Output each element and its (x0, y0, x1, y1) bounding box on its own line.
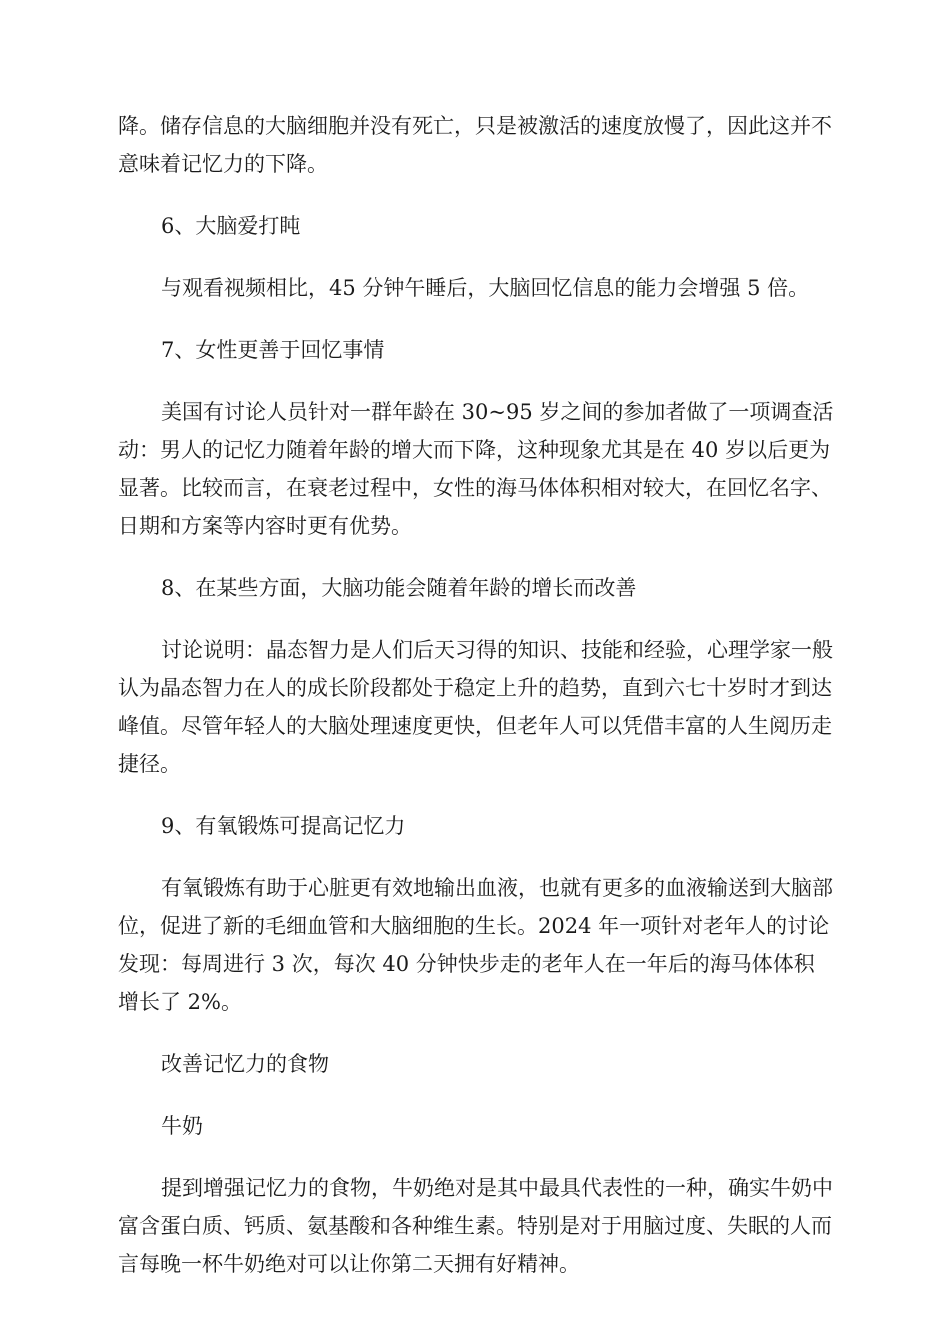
paragraph-crystallized-intelligence: 讨论说明：晶态智力是人们后天习得的知识、技能和经验，心理学家一般认为晶态智力在人的成长阶段都处于稳定上升的趋势，直到六七十岁时才到达峰值。尽管年轻人的大脑处理速度更快，但老年人可以凭借丰富的人生阅历走捷径。 (118, 638, 833, 776)
heading-7: 7、女性更善于回忆事情 (161, 338, 385, 362)
paragraph-women-memory: 美国有讨论人员针对一群年龄在 30~95 岁之间的参加者做了一项调查活动：男人的记忆力随着年龄的增大而下降，这种现象尤其是在 40 岁以后更为显著。比较而言，在衰老过程中，女性的海马体体积相对较大，在回忆名字、日期和方案等内容时更有优势。 (118, 400, 834, 538)
heading-8: 8、在某些方面，大脑功能会随着年龄的增长而改善 (161, 576, 637, 600)
paragraph-milk: 提到增强记忆力的食物，牛奶绝对是其中最具代表性的一种，确实牛奶中富含蛋白质、钙质、氨基酸和各种维生素。特别是对于用脑过度、失眠的人而言每晚一杯牛奶绝对可以让你第二天拥有好精神。 (118, 1176, 833, 1276)
paragraph-nap: 与观看视频相比，45 分钟午睡后，大脑回忆信息的能力会增强 5 倍。 (161, 276, 810, 300)
document-page (118, 107, 834, 1307)
heading-milk: 牛奶 (161, 1114, 203, 1138)
heading-9: 9、有氧锻炼可提高记忆力 (161, 814, 406, 838)
paragraph-aerobic-exercise: 有氧锻炼有助于心脏更有效地输出血液，也就有更多的血液输送到大脑部位，促进了新的毛细血管和大脑细胞的生长。2024 年一项针对老年人的讨论发现：每周进行 3 次，每次 40 分钟快步走的老年人在一年后的海马体体积增长了 2%。 (118, 876, 833, 1014)
paragraph-continuation: 降。储存信息的大脑细胞并没有死亡，只是被激活的速度放慢了，因此这并不意味着记忆力的下降。 (118, 114, 832, 176)
heading-6: 6、大脑爱打盹 (161, 214, 301, 238)
heading-foods: 改善记忆力的食物 (161, 1052, 329, 1076)
